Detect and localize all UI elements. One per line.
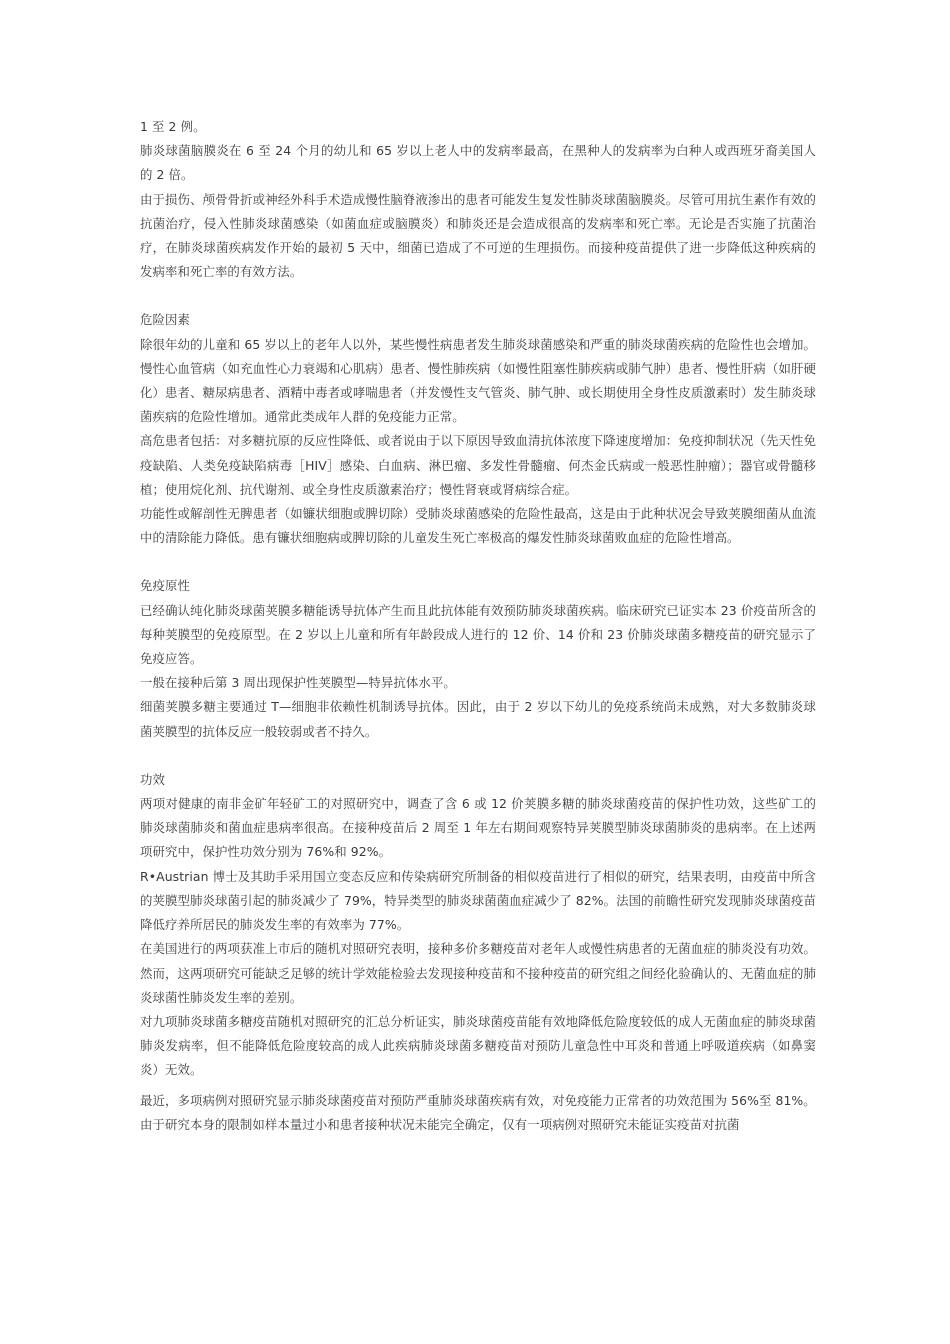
section-heading-efficacy: 功效 xyxy=(140,771,165,787)
paragraph-risk-chronic-disease: 除很年幼的儿童和 65 岁以上的老年人以外，某些慢性病患者发生肺炎球菌感染和严重的肺炎球菌疾病的危险性也会增加。慢性心血管病（如充血性心力衰竭和心肌病）患者、慢性肺疾病（如慢性阻塞性肺疾病或肺气肿）患者、慢性肝病（如肝硬化）患者、糖尿病患者、酒精中毒者或哮喘患者（并发慢性支气管炎、肺气肿、或长期使用全身性皮质激素时）发生肺炎球菌疾病的危险性增加。通常此类成年人群的免疫能力正常。 xyxy=(140,336,816,425)
paragraph-intro-fragment: 1 至 2 例。 xyxy=(140,119,206,134)
paragraph-efficacy-case-control: 最近，多项病例对照研究显示肺炎球菌疫苗对预防严重肺炎球菌疾病有效，对免疫能力正常者的功效范围为 56%至 81%。 xyxy=(140,1092,816,1108)
paragraph-immunogenicity-week3: 一般在接种后第 3 周出现保护性荚膜型—特异抗体水平。 xyxy=(140,675,456,691)
paragraph-efficacy-south-africa: 两项对健康的南非金矿年轻矿工的对照研究中，调查了含 6 或 12 价荚膜多糖的肺炎球菌疫苗的保护性功效，这些矿工的肺炎球菌肺炎和菌血症患病率很高。在接种疫苗后 2 周至 1 年左右期间观察特异荚膜型肺炎球菌肺炎的患病率。在上述两项研究中，保护性功效分别为 76%和 92%。 xyxy=(140,796,816,860)
section-heading-risk-factors: 危险因素 xyxy=(140,312,190,328)
paragraph-recurrent-meningitis: 由于损伤、颅骨骨折或神经外科手术造成慢性脑脊液渗出的患者可能发生复发性肺炎球菌脑膜炎。尽管可用抗生素作有效的抗菌治疗，侵入性肺炎球菌感染（如菌血症或脑膜炎）和肺炎还是会造成很高的发病率和死亡率。无论是否实施了抗菌治疗，在肺炎球菌疾病发作开始的最初 5 天中，细菌已造成了不可逆的生理损伤。而接种疫苗提供了进一步降低这种疾病的发病率和死亡率的有效方法。 xyxy=(140,191,816,280)
paragraph-efficacy-austrian: R•Austrian 博士及其助手采用国立变态反应和传染病研究所制备的相似疫苗进行了相似的研究，结果表明，由疫苗中所含的荚膜型肺炎球菌引起的肺炎减少了 79%，特异类型的肺炎球菌菌血症减少了 82%。法国的前瞻性研究发现肺炎球菌疫苗降低疗养所居民的肺炎发生率的有效率为 77%。 xyxy=(140,868,816,933)
paragraph-meningitis-incidence: 肺炎球菌脑膜炎在 6 至 24 个月的幼儿和 65 岁以上老人中的发病率最高，在黑种人的发病率为白种人或西班牙裔美国人的 2 倍。 xyxy=(140,143,816,183)
document-page xyxy=(140,115,816,1137)
paragraph-risk-asplenia: 功能性或解剖性无脾患者（如镰状细胞或脾切除）受肺炎球菌感染的危险性最高，这是由于此种状况会导致荚膜细菌从血流中的清除能力降低。患有镰状细胞病或脾切除的儿童发生死亡率极高的爆发性肺炎球菌败血症的危险性增高。 xyxy=(140,506,816,546)
section-heading-immunogenicity: 免疫原性 xyxy=(140,578,190,594)
paragraph-efficacy-meta-analysis: 对九项肺炎球菌多糖疫苗随机对照研究的汇总分析证实，肺炎球菌疫苗能有效地降低危险度较低的成人无菌血症的肺炎球菌肺炎发病率，但不能降低危险度较高的成人此疾病肺炎球菌多糖疫苗对预防儿童急性中耳炎和普通上呼吸道疾病（如鼻窦炎）无效。 xyxy=(140,1013,816,1078)
paragraph-immunogenicity-studies: 已经确认纯化肺炎球菌荚膜多糖能诱导抗体产生而且此抗体能有效预防肺炎球菌疾病。临床研究已证实本 23 价疫苗所含的每种荚膜型的免疫原型。在 2 岁以上儿童和所有年龄段成人进行的 12 价、14 价和 23 价肺炎球菌多糖疫苗的研究显示了免疫应答。 xyxy=(140,602,816,667)
paragraph-immunogenicity-t-cell: 细菌荚膜多糖主要通过 T—细胞非依赖性机制诱导抗体。因此，由于 2 岁以下幼儿的免疫系统尚未成熟，对大多数肺炎球菌荚膜型的抗体反应一般较弱或者不持久。 xyxy=(140,699,816,739)
paragraph-risk-high-risk-patients: 高危患者包括：对多糖抗原的反应性降低、或者说由于以下原因导致血清抗体浓度下降速度增加：免疫抑制状况（先天性免疫缺陷、人类免疫缺陷病毒［HIV］感染、白血病、淋巴瘤、多发性骨髓瘤、何杰金氏病或一般恶性肿瘤）；器官或骨髓移植；使用烷化剂、抗代谢剂、或全身性皮质激素治疗；慢性肾衰或肾病综合症。 xyxy=(140,433,816,497)
paragraph-efficacy-us-studies: 在美国进行的两项获准上市后的随机对照研究表明，接种多价多糖疫苗对老年人或慢性病患者的无菌血症的肺炎没有功效。然而，这两项研究可能缺乏足够的统计学效能检验去发现接种疫苗和不接种疫苗的研究组之间经化验确认的、无菌血症的肺炎球菌性肺炎发生率的差别。 xyxy=(140,941,816,1005)
paragraph-efficacy-limitations: 由于研究本身的限制如样本量过小和患者接种状况未能完全确定，仅有一项病例对照研究未能证实疫苗对抗菌 xyxy=(140,1116,740,1132)
